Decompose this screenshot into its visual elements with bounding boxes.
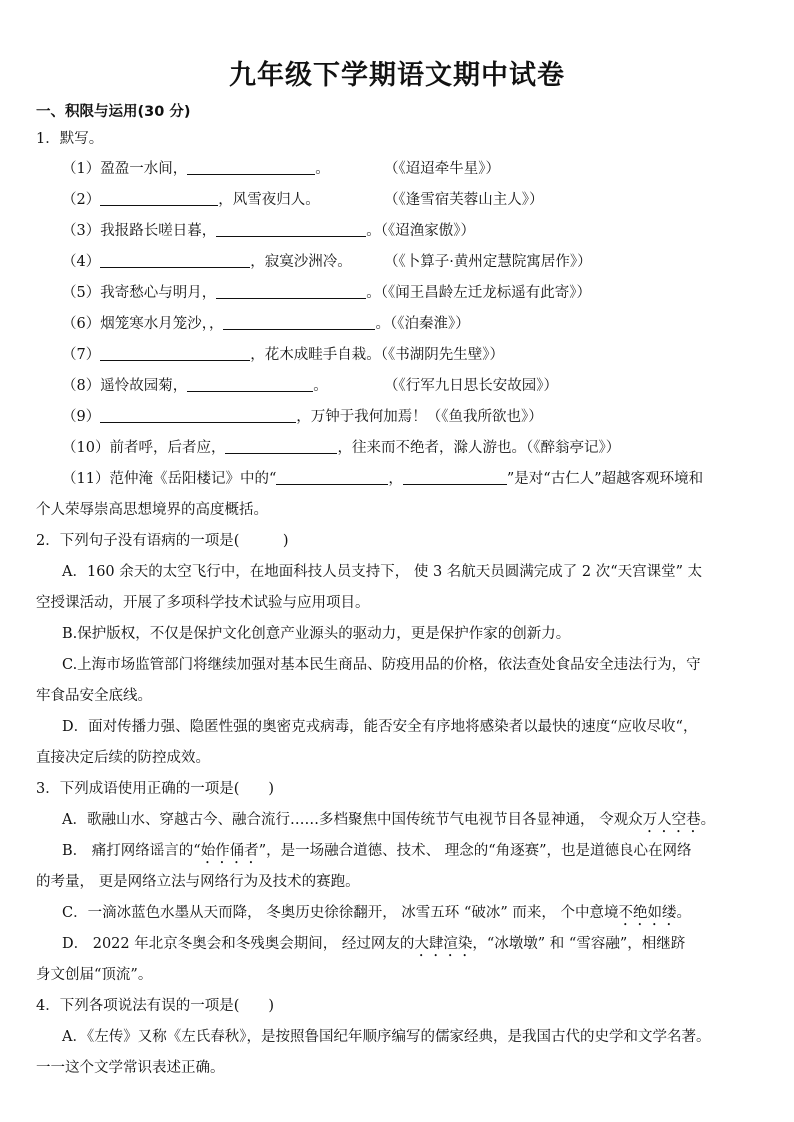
- dictation-item-2: （2） ，风雪夜归人。: [62, 192, 320, 208]
- option-d-cont: 身文创届“顶流”。: [36, 967, 153, 983]
- answer-blank[interactable]: [187, 159, 315, 175]
- dictation-item-5: （5）我寄愁心与明月， 。（《闻王昌龄左迁龙标遥有此寄》）: [62, 285, 591, 301]
- answer-blank[interactable]: [100, 190, 218, 206]
- dictation-item-8: （8）遥怜故园菊， 。: [62, 378, 328, 394]
- option-c: C.上海市场监管部门将继续加强对基本民生商品、防疫用品的价格，依法查处食品安全违法行为，守: [62, 657, 701, 673]
- answer-blank[interactable]: [225, 438, 337, 454]
- emphasized-idiom: 不绝如缕: [618, 905, 677, 921]
- emphasized-idiom: 万人空巷: [642, 812, 701, 828]
- option-d-cont: 直接决定后续的防控成效。: [36, 750, 210, 766]
- answer-blank[interactable]: [187, 376, 313, 392]
- option-b: B． 痛打网络谣言的“始作俑者”，是一场融合道德、技术、 理念的“角逐赛”，也是道德良心在网络: [62, 843, 692, 859]
- answer-blank[interactable]: [403, 469, 507, 485]
- option-d: D．面对传播力强、隐匿性强的奥密克戎病毒，能否安全有序地将感染者以最快的速度“应收尽收“，: [62, 719, 698, 735]
- answer-blank[interactable]: [100, 345, 250, 361]
- question-1-head: 1．默写。: [36, 131, 104, 147]
- source-title: （《卜算子·黄州定慧院寓居作》）: [384, 254, 592, 270]
- dictation-item-10: （10）前者呼，后者应， ，往来而不绝者，滁人游也。（《醉翁亭记》）: [62, 440, 621, 456]
- option-a: A．歌融山水、穿越古今、融合流行……多档聚焦中国传统节气电视节目各显神通， 令观众万人空巷。: [62, 812, 716, 828]
- option-a: A．《左传》又称《左氏春秋》，是按照鲁国纪年顺序编写的儒家经典，是我国古代的史学和文学名著。: [62, 1029, 711, 1045]
- answer-blank[interactable]: [100, 407, 296, 423]
- dictation-item-7: （7） ，花木成畦手自栽。（《书湖阴先生壁》）: [62, 347, 504, 363]
- source-title: （《迢迢牵牛星》）: [384, 161, 500, 177]
- option-a-cont: 空授课活动，开展了多项科学技术试验与应用项目。: [36, 595, 370, 611]
- option-b: B.保护版权，不仅是保护文化创意产业源头的驱动力，更是保护作家的创新力。: [62, 626, 571, 642]
- section-heading: 一、积限与运用(30 分): [36, 104, 191, 120]
- source-title: （《逢雪宿芙蓉山主人》）: [384, 192, 544, 208]
- answer-blank[interactable]: [216, 283, 366, 299]
- answer-blank[interactable]: [100, 252, 250, 268]
- emphasized-idiom: 始作俑者: [200, 843, 259, 859]
- dictation-item-11-cont: 个人荣辱崇高思想境界的高度概括。: [36, 502, 268, 518]
- dictation-item-6: （6）烟笼寒水月笼沙，， 。（《泊秦淮》）: [62, 316, 470, 332]
- dictation-item-4: （4） ，寂寞沙洲冷。: [62, 254, 352, 270]
- question-2-head: 2．下列句子没有语病的一项是( ): [36, 533, 289, 549]
- answer-blank[interactable]: [276, 469, 388, 485]
- option-d: D． 2022 年北京冬奥会和冬残奥会期间， 经过网友的大肆渲染，“冰墩墩” 和 “雪容融”，相继跻: [62, 936, 686, 952]
- answer-blank[interactable]: [223, 314, 375, 330]
- dictation-item-1: （1）盈盈一水间， 。: [62, 161, 330, 177]
- page-title: 九年级下学期语文期中试卷: [229, 60, 565, 91]
- option-a: A．160 余天的太空飞行中，在地面科技人员支持下， 使 3 名航天员圆满完成了 2 次“天宫课堂” 太: [62, 564, 703, 580]
- option-c: C．一滴冰蓝色水墨从天而降， 冬奥历史徐徐翻开， 冰雪五环 “破冰” 而来， 个中意境不绝如缕。: [62, 905, 691, 921]
- dictation-item-9: （9） ，万钟于我何加焉！（《鱼我所欲也》）: [62, 409, 543, 425]
- dictation-item-11: （11）范仲淹《岳阳楼记》中的“ ， ”是对“古仁人”超越客观环境和: [62, 471, 704, 487]
- dictation-item-3: （3）我报路长嗟日暮， 。（《迢渔家傲》）: [62, 223, 475, 239]
- option-c-cont: 牢食品安全底线。: [36, 688, 152, 704]
- answer-blank[interactable]: [216, 221, 366, 237]
- emphasized-idiom: 大肆渲染: [414, 936, 473, 952]
- question-3-head: 3．下列成语使用正确的一项是( ): [36, 781, 275, 797]
- option-a-cont: 一一这个文学常识表述正确。: [36, 1060, 225, 1076]
- option-b-cont: 的考量， 更是网络立法与网络行为及技术的赛跑。: [36, 874, 360, 890]
- question-4-head: 4．下列各项说法有误的一项是( ): [36, 998, 275, 1014]
- source-title: （《行军九日思长安故园》）: [384, 378, 558, 394]
